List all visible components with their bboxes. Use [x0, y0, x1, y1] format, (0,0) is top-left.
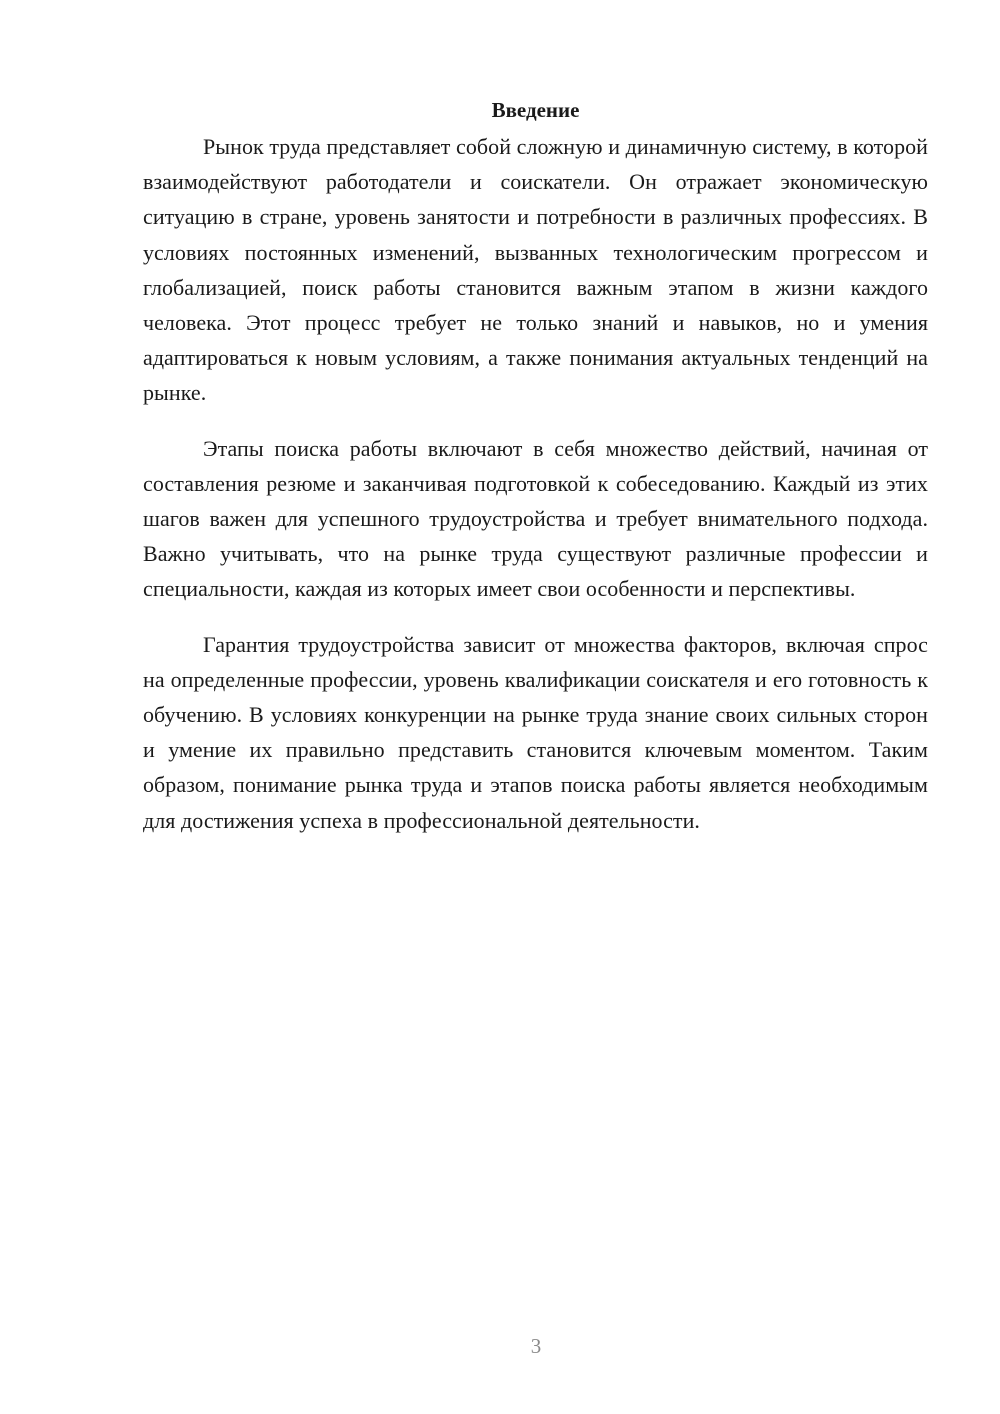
page-number: 3	[530, 1334, 542, 1358]
section-heading: Введение	[491, 98, 580, 122]
paragraph-1: Рынок труда представляет собой сложную и динамичную систему, в которой взаимодействуют работодатели и соискатели. Он отражает экономическую ситуацию в стране, уровень занятости и потребности в различных профессиях. В условиях постоянных изменений, вызванных технологическим прогрессом и глобализацией, поиск работы становится важным этапом в жизни каждого человека. Этот процесс требует не только знаний и навыков, но и умения адаптироваться к новым условиям, а также понимания актуальных тенденций на рынке.	[143, 134, 928, 406]
paragraph-2: Этапы поиска работы включают в себя множество действий, начиная от составления резюме и заканчивая подготовкой к собеседованию. Каждый из этих шагов важен для успешного трудоустройства и требует внимательного подхода. Важно учитывать, что на рынке труда существуют различные профессии и специальности, каждая из которых имеет свои особенности и перспективы.	[143, 435, 928, 602]
paragraph-3: Гарантия трудоустройства зависит от множества факторов, включая спрос на определенные профессии, уровень квалификации соискателя и его готовность к обучению. В условиях конкуренции на рынке труда знание своих сильных сторон и умение их правильно представить становится ключевым моментом. Таким образом, понимание рынка труда и этапов поиска работы является необходимым для достижения успеха в профессиональной деятельности.	[143, 631, 928, 833]
document-body	[143, 92, 928, 838]
